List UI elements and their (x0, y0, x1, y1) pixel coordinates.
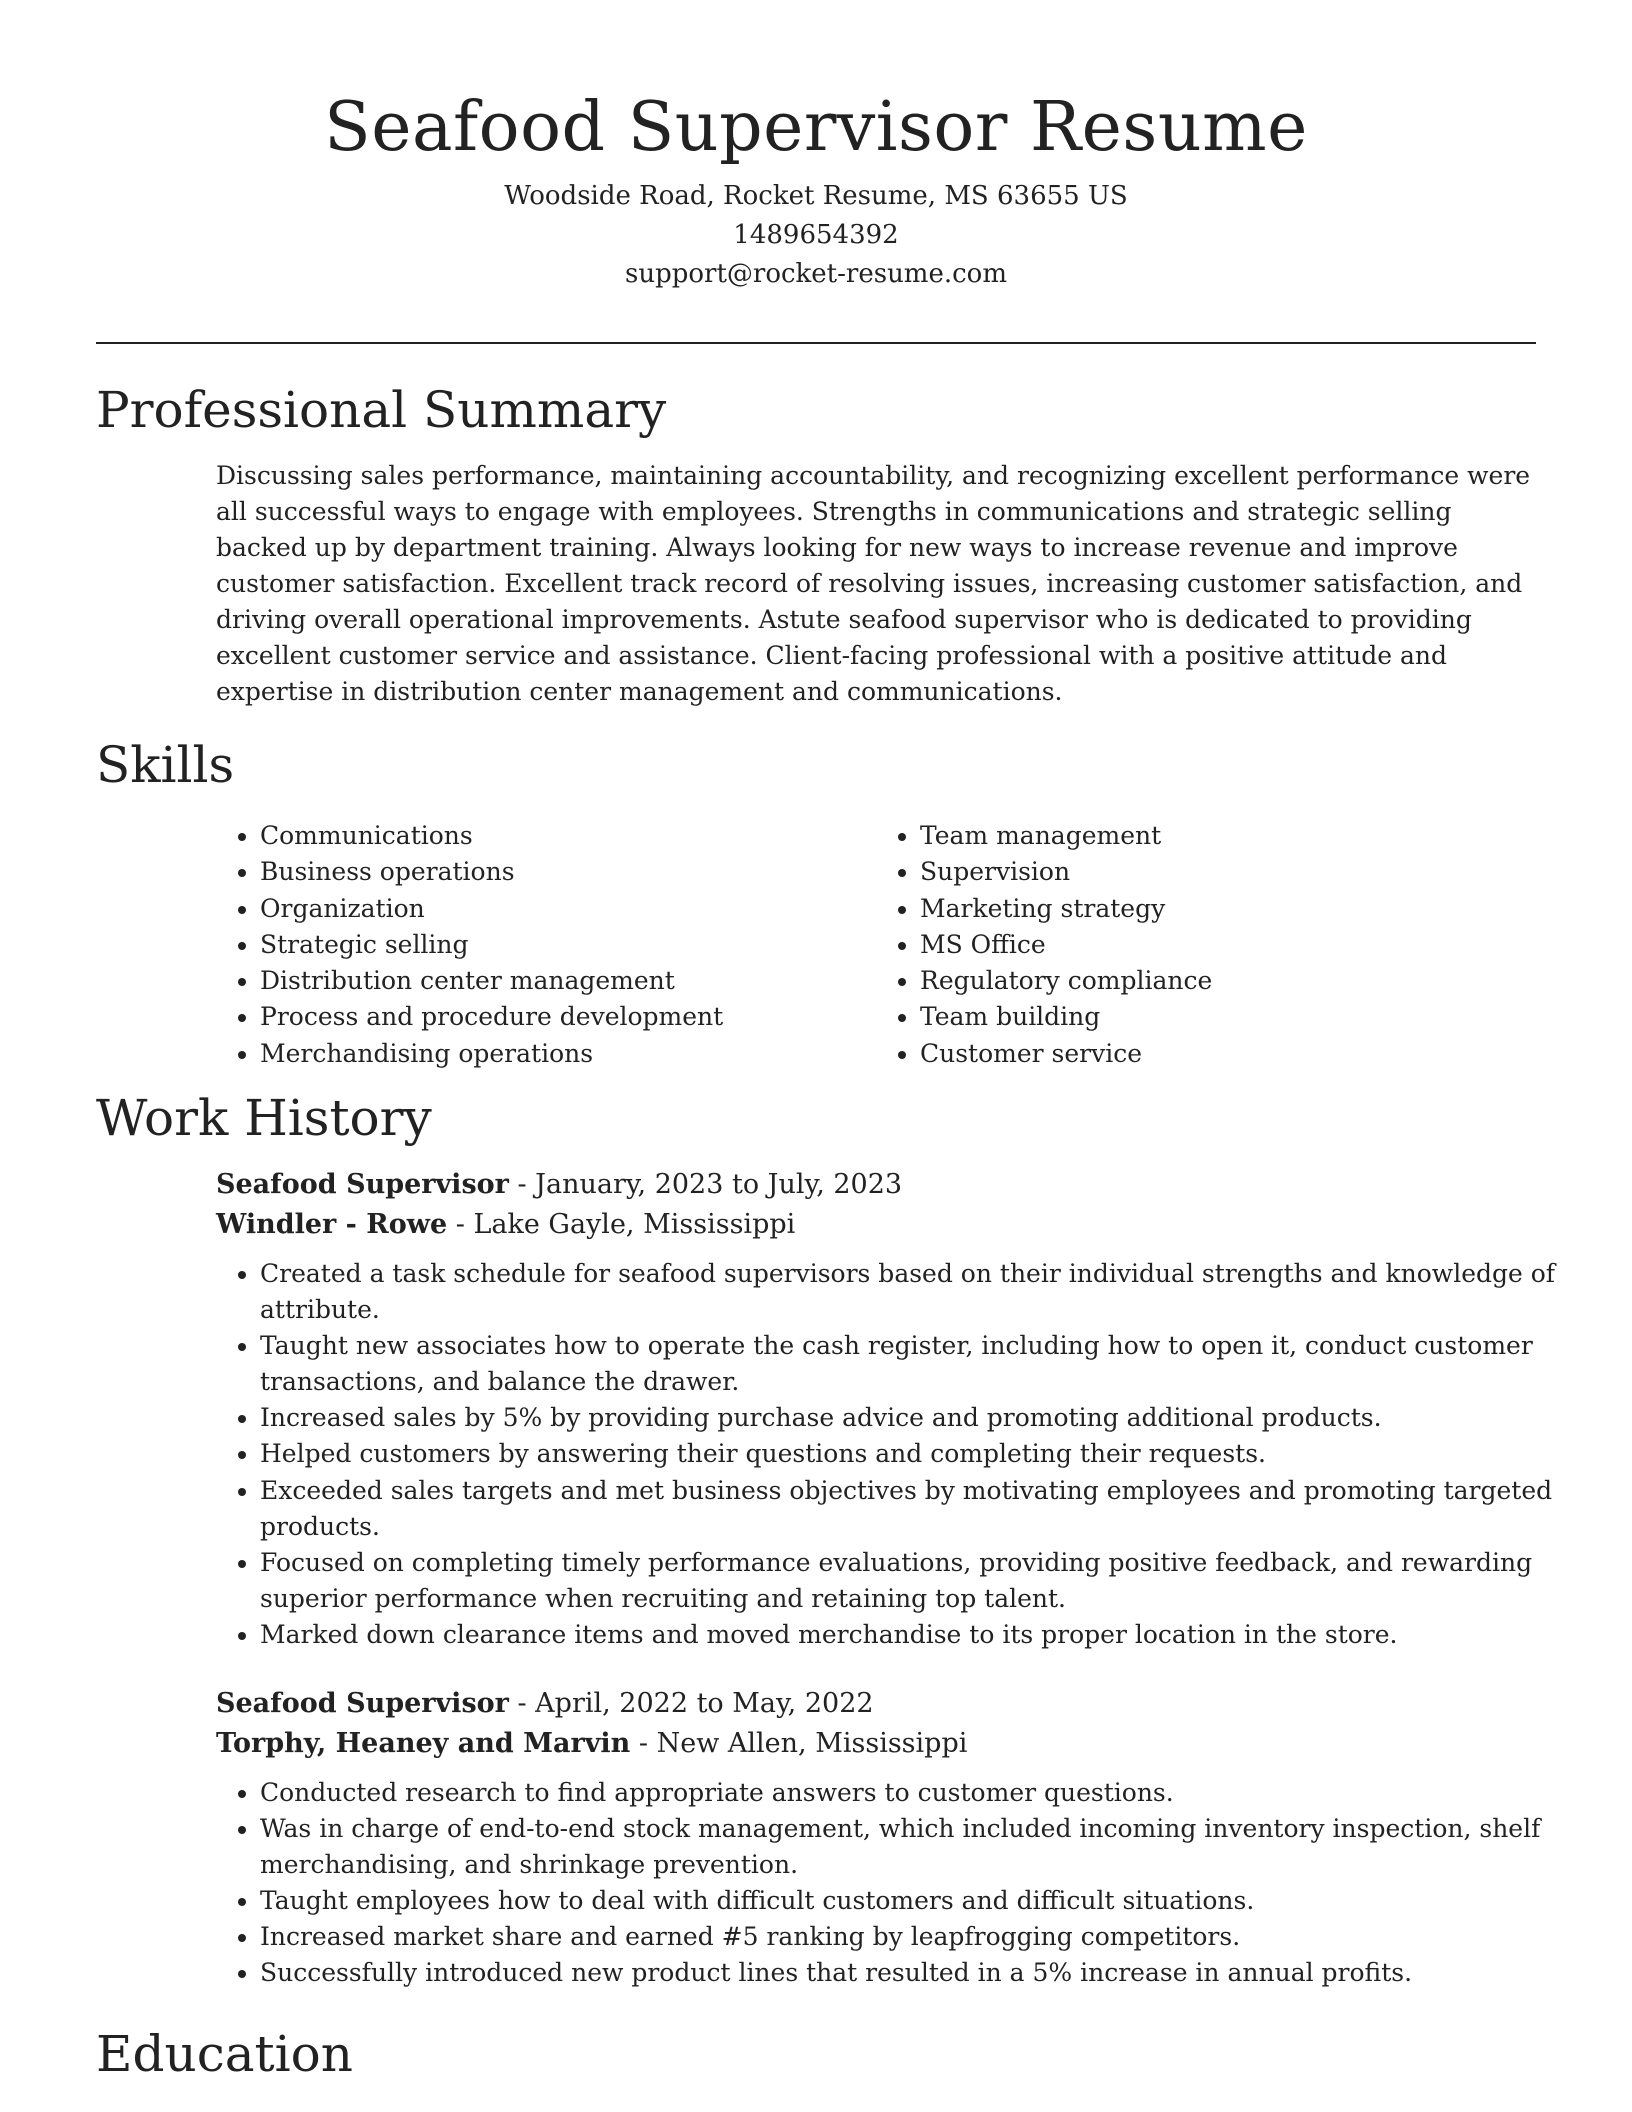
skills-heading: Skills (96, 736, 235, 794)
job-1-title-line (216, 1165, 902, 1205)
list-item: • Conducted research to find appropriate answers to customer questions. (260, 1775, 1560, 1811)
summary-text: Discussing sales performance, maintaining accountability, and recognizing excellent performance were all successful ways to engage with employees. Strengths in communications and strategic selling backed up by department training. Always looking for new ways to increase revenue and improve customer satisfaction. Excellent track record of resolving issues, increasing customer satisfaction, and driving overall operational improvements. Astute seafood supervisor who is dedicated to providing excellent customer service and assistance. Client-facing professional with a positive attitude and expertise in distribution center management and communications. (216, 461, 1531, 706)
job-1-company: Windler - Rowe (216, 1209, 448, 1240)
skill-item: • Business operations (260, 854, 876, 890)
job-1-role: Seafood Supervisor (216, 1169, 509, 1200)
contact-phone: 1489654392 (733, 220, 899, 250)
skill-item: • Supervision (920, 854, 1536, 890)
skill-item: • Process and procedure development (260, 999, 876, 1035)
job-1-header (216, 1165, 902, 1245)
job-2-location: - New Allen, Mississippi (630, 1728, 968, 1759)
skill-item: • Customer service (920, 1036, 1536, 1072)
list-item: • Increased sales by 5% by providing purchase advice and promoting additional products. (260, 1400, 1560, 1436)
skills-column-right (876, 818, 1536, 1072)
header-divider (96, 342, 1536, 344)
list-item: • Focused on completing timely performance evaluations, providing positive feedback, and rewarding superior performance when recruiting and retaining top talent. (260, 1545, 1560, 1617)
skill-item: • Organization (260, 891, 876, 927)
skill-item: • Strategic selling (260, 927, 876, 963)
job-2-dates: - April, 2022 to May, 2022 (508, 1688, 874, 1719)
skill-item: • Marketing strategy (920, 891, 1536, 927)
list-item: • Taught new associates how to operate the cash register, including how to open it, conduct customer transactions, and balance the drawer. (260, 1328, 1560, 1400)
skill-item: • Communications (260, 818, 876, 854)
skills-list (216, 818, 1536, 1072)
education-heading: Education (96, 2025, 353, 2083)
list-item: • Marked down clearance items and moved merchandise to its proper location in the store. (260, 1617, 1560, 1653)
list-item: • Taught employees how to deal with difficult customers and difficult situations. (260, 1883, 1560, 1919)
list-item: • Was in charge of end-to-end stock management, which included incoming inventory inspection, shelf merchandising, and shrinkage prevention. (260, 1811, 1560, 1883)
skill-item: • Merchandising operations (260, 1036, 876, 1072)
job-2-company-line (216, 1724, 967, 1764)
skill-item: • MS Office (920, 927, 1536, 963)
skill-item: • Distribution center management (260, 963, 876, 999)
job-1-dates: - January, 2023 to July, 2023 (508, 1169, 903, 1200)
list-item: • Created a task schedule for seafood supervisors based on their individual strengths and knowledge of attribute. (260, 1256, 1560, 1328)
job-2-role: Seafood Supervisor (216, 1688, 509, 1719)
summary-heading: Professional Summary (96, 381, 667, 439)
job-2-header (216, 1684, 967, 1764)
job-1-bullets (216, 1256, 1560, 1653)
job-1-company-line (216, 1205, 902, 1245)
list-item: • Successfully introduced new product lines that resulted in a 5% increase in annual profits. (260, 1955, 1560, 1991)
contact-address: Woodside Road, Rocket Resume, MS 63655 US (504, 181, 1128, 211)
page-title: Seafood Supervisor Resume (324, 88, 1308, 167)
skill-item: • Regulatory compliance (920, 963, 1536, 999)
skill-item: • Team building (920, 999, 1536, 1035)
job-2-company: Torphy, Heaney and Marvin (216, 1728, 631, 1759)
work-history-heading: Work History (96, 1089, 432, 1147)
job-1-location: - Lake Gayle, Mississippi (447, 1209, 796, 1240)
list-item: • Exceeded sales targets and met business objectives by motivating employees and promoting targeted products. (260, 1473, 1560, 1545)
skills-column-left (216, 818, 876, 1072)
contact-email: support@rocket-resume.com (624, 259, 1007, 289)
list-item: • Increased market share and earned #5 ranking by leapfrogging competitors. (260, 1919, 1560, 1955)
job-2-bullets (216, 1775, 1560, 1992)
job-2-title-line (216, 1684, 967, 1724)
list-item: • Helped customers by answering their questions and completing their requests. (260, 1436, 1560, 1472)
resume-header (96, 82, 1536, 294)
skill-item: • Team management (920, 818, 1536, 854)
